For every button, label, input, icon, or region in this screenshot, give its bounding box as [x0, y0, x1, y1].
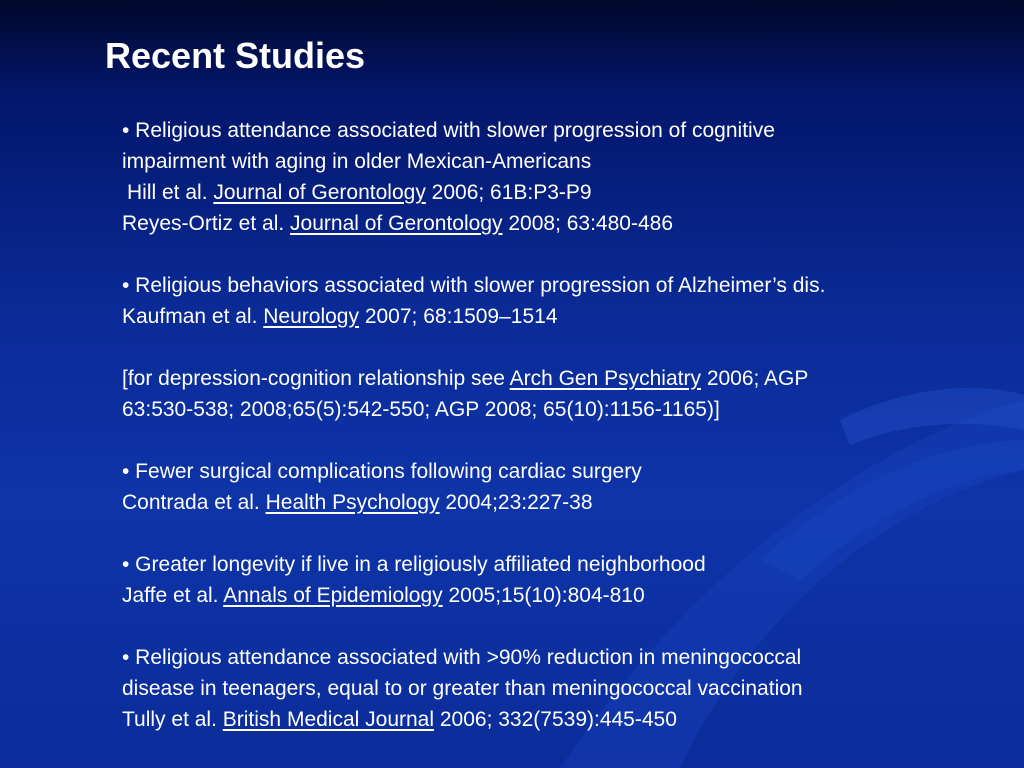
reference-details: 2007; 68:1509–1514: [358, 305, 558, 328]
reference-journal: Health Psychology: [265, 491, 440, 514]
reference-journal: British Medical Journal: [222, 708, 435, 731]
spacer: [122, 332, 1002, 363]
note-suffix: 2006; AGP: [700, 367, 809, 390]
study-reference: [122, 208, 1002, 239]
reference-authors: Tully et al.: [122, 708, 223, 731]
study-claim-continued: disease in teenagers, equal to or greater than meningococcal vaccination: [122, 677, 803, 700]
study-claim: • Fewer surgical complications following cardiac surgery: [122, 460, 642, 483]
spacer: [122, 239, 1002, 270]
study-entry: [122, 456, 1002, 518]
study-reference: [122, 487, 1002, 518]
study-claim: • Religious attendance associated with slower progression of cognitive: [122, 119, 775, 142]
reference-journal: Neurology: [263, 305, 359, 328]
slide-title: Recent Studies: [105, 35, 366, 76]
reference-journal: Arch Gen Psychiatry: [509, 367, 701, 390]
reference-journal: Journal of Gerontology: [213, 181, 426, 204]
reference-authors: Kaufman et al.: [122, 305, 264, 328]
study-claim: • Religious behaviors associated with slower progression of Alzheimer’s dis.: [122, 274, 826, 297]
spacer: [122, 425, 1002, 456]
study-reference: [122, 301, 1002, 332]
reference-journal: Journal of Gerontology: [290, 212, 503, 235]
reference-details: 2005;15(10):804-810: [442, 584, 645, 607]
reference-details: 2008; 63:480-486: [502, 212, 673, 235]
reference-details: 2006; 332(7539):445-450: [434, 708, 677, 731]
reference-journal: Annals of Epidemiology: [223, 584, 443, 607]
reference-authors: Jaffe et al.: [122, 584, 224, 607]
study-entry: [122, 115, 1002, 239]
related-note: [122, 363, 1002, 425]
study-claim: • Greater longevity if live in a religiously affiliated neighborhood: [122, 553, 706, 576]
study-entry: [122, 642, 1002, 735]
reference-authors: Contrada et al.: [122, 491, 266, 514]
study-entry: [122, 270, 1002, 332]
spacer: [122, 518, 1002, 549]
studies-list: [122, 115, 1002, 735]
note-prefix: [for depression-cognition relationship see: [122, 367, 510, 390]
study-reference: [122, 177, 1002, 208]
study-entry: [122, 549, 1002, 611]
study-reference: [122, 580, 1002, 611]
note-line-continued: 63:530-538; 2008;65(5):542-550; AGP 2008; 65(10):1156-1165)]: [122, 398, 720, 421]
study-reference: [122, 704, 1002, 735]
study-claim-continued: impairment with aging in older Mexican-Americans: [122, 150, 592, 173]
reference-details: 2004;23:227-38: [439, 491, 593, 514]
reference-authors: Reyes-Ortiz et al.: [122, 212, 291, 235]
study-claim: • Religious attendance associated with >90% reduction in meningococcal: [122, 646, 802, 669]
note-line: [122, 363, 1002, 394]
reference-details: 2006; 61B:P3-P9: [425, 181, 592, 204]
reference-authors: Hill et al.: [127, 181, 214, 204]
spacer: [122, 611, 1002, 642]
